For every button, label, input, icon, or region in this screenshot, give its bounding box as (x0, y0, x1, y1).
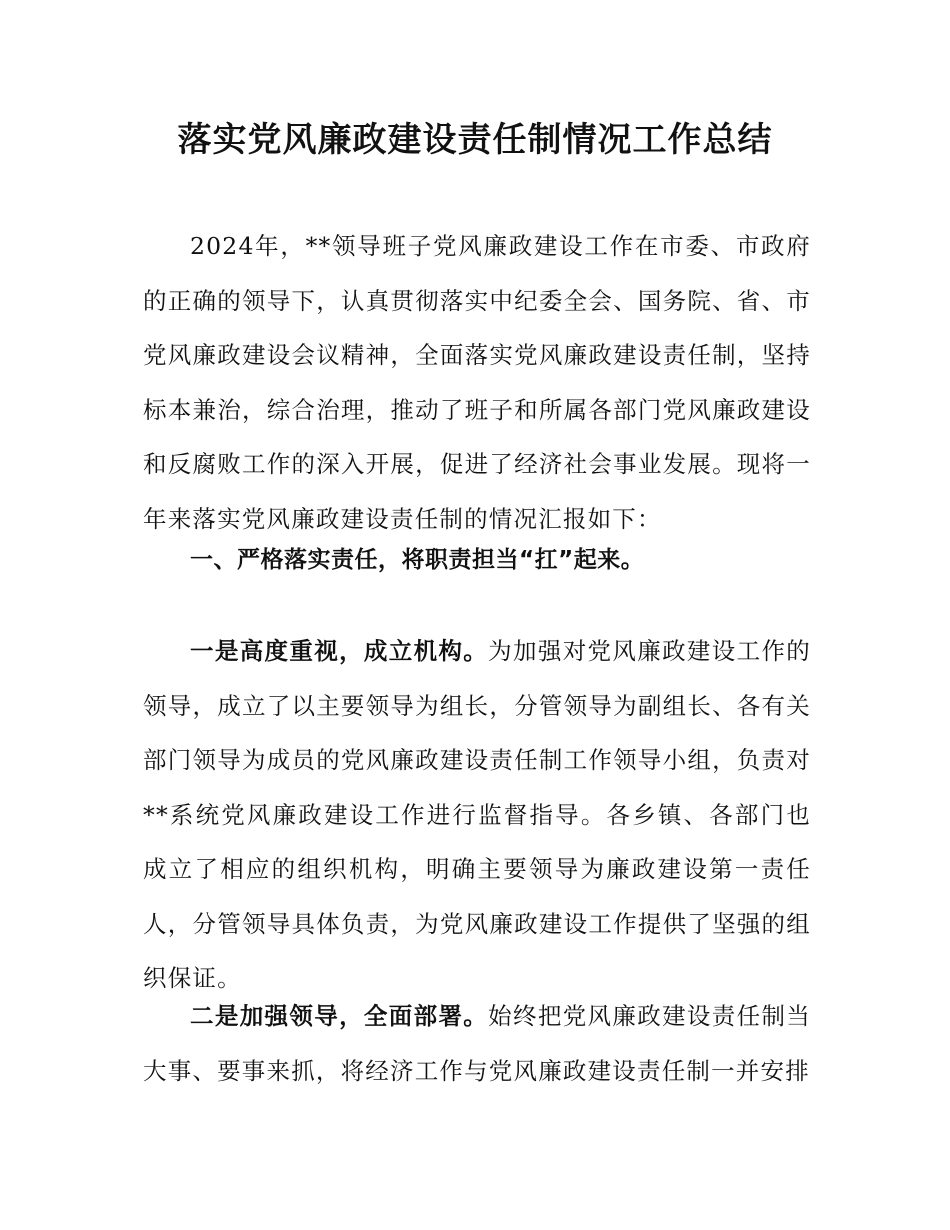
intro-paragraph: 2024年，**领导班子党风廉政建设工作在市委、市政府的正确的领导下，认真贯彻落实中纪委全会、国务院、省、市党风廉政建设会议精神，全面落实党风廉政建设责任制，坚持标本兼治，综合治理，推动了班子和所属各部门党风廉政建设和反腐败工作的深入开展，促进了经济社会事业发展。现将一年来落实党风廉政建设责任制的情况汇报如下： (143, 232, 811, 533)
item-1-body: 为加强对党风廉政建设工作的领导，成立了以主要领导为组长，分管领导为副组长、各有关部门领导为成员的党风廉政建设责任制工作领导小组，负责对**系统党风廉政建设工作进行监督指导。各乡镇、各部门也成立了相应的组织机构，明确主要领导为廉政建设第一责任人，分管领导具体负责，为党风廉政建设工作提供了坚强的组织保证。 (143, 637, 811, 992)
item-1-paragraph (143, 624, 811, 1006)
document-title: 落实党风廉政建设责任制情况工作总结 (177, 120, 773, 160)
item-2-lead: 二是加强领导，全面部署。 (190, 1002, 489, 1030)
item-1-lead: 一是高度重视，成立机构。 (190, 637, 489, 665)
item-2-body: 始终把党风廉政建设责任制当大事、要事来抓，将经济工作与党风廉政建设责任制一并安排 (143, 1002, 811, 1085)
item-2-paragraph (143, 989, 811, 1098)
section-heading-1: 一、严格落实责任，将职责担当“扛”起来。 (190, 547, 645, 573)
